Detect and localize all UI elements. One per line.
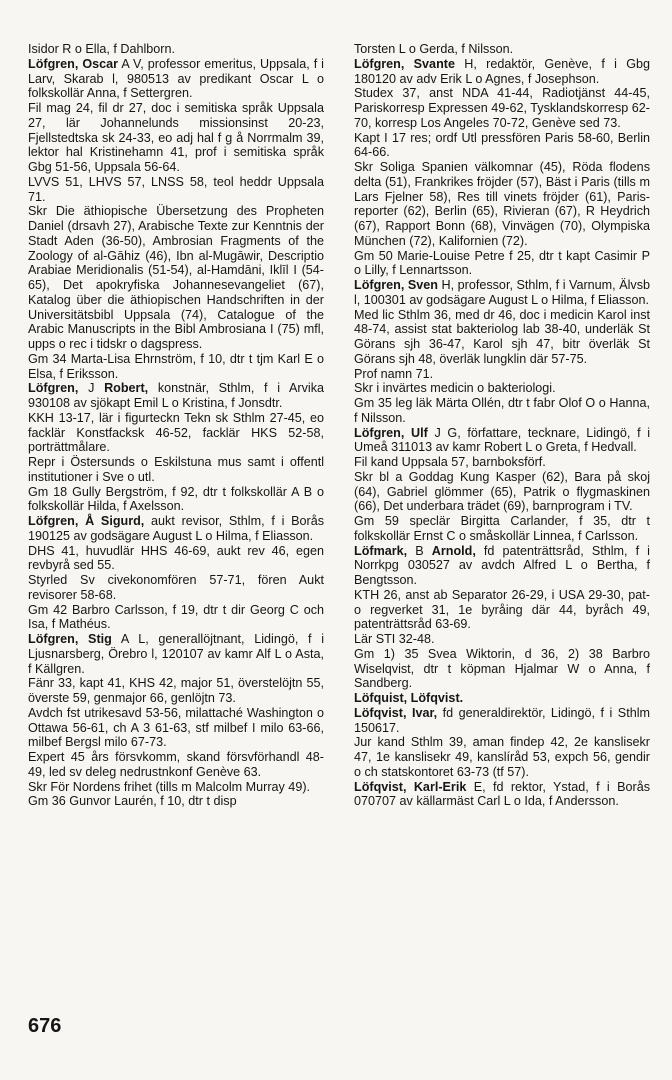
biography-entry-heading xyxy=(28,632,324,676)
biography-paragraph xyxy=(28,750,324,780)
entry-name: Löfgren, Svante xyxy=(354,56,455,71)
entry-text: Gm 1) 35 Svea Wiktorin, d 36, 2) 38 Barbro Wiselqvist, dtr t köpman Hjalmar W o Anna, f Sandberg. xyxy=(354,646,650,691)
entry-text: Styrled Sv civekonomfören 57-71, fören Aukt revisorer 58-68. xyxy=(28,573,324,602)
biography-paragraph xyxy=(28,101,324,175)
biography-paragraph xyxy=(354,588,650,632)
entry-text: aukt revisor, Sthlm, f i Borås 190125 av godsägare August L o Hilma, f Eliasson. xyxy=(28,514,324,543)
entry-text: Gm 59 speclär Birgitta Carlander, f 35, dtr t folkskollär Ernst C o småskollär Linnea, f Carlsson. xyxy=(354,514,650,543)
biography-paragraph xyxy=(28,204,324,352)
right-column xyxy=(354,42,650,809)
entry-text: Prof namn 71. xyxy=(354,366,434,381)
entry-text: fd generaldirektör, Lidingö, f i Sthlm 150617. xyxy=(354,705,650,735)
entry-text: Fil kand Uppsala 57, barnboksförf. xyxy=(354,455,546,469)
biography-paragraph xyxy=(354,249,650,279)
entry-text: Isidor R o Ella, f Dahlborn. xyxy=(28,42,175,56)
entry-text: Fänr 33, kapt 41, KHS 42, major 51, överstelöjtn 55, överste 59, genmajor 66, genlöjtn 73. xyxy=(28,676,324,705)
entry-text: Med lic Sthlm 36, med dr 46, doc i medicin Karol inst 48-74, assist stat bakteriolog lab 38-40, underläk St Görans sjh 36-47, Karol sjh 47, bitr överläk St Görans sjh 48, överläk lungklin där 57-75. xyxy=(354,307,650,366)
biography-paragraph xyxy=(354,381,650,396)
entry-name: Löfgren, Oscar xyxy=(28,56,119,71)
entry-name: Löfqvist, Ivar, xyxy=(354,705,438,720)
entry-given-name: Robert, xyxy=(104,381,149,396)
biography-paragraph xyxy=(354,160,650,249)
entry-text: Skr bl a Goddag Kung Kasper (62), Bara på skoj (64), Gabriel glömmer (65), Patrik o flygmaskinen (66), Det underbara trädet (69), barnprogram i TV. xyxy=(354,469,650,514)
entry-name: Löfmark, xyxy=(354,543,408,558)
entry-text: A L, generallöjtnant, Lidingö, f i Ljusnarsberg, Örebro l, 120107 av kamr Alf L o Asta, f Källgren. xyxy=(28,632,324,676)
entry-text: H, redaktör, Genève, f i Gbg 180120 av adv Erik L o Agnes, f Josephson. xyxy=(354,56,650,86)
entry-text: Gm 34 Marta-Lisa Ehrnström, f 10, dtr t tjm Karl E o Elsa, f Eriksson. xyxy=(28,351,324,381)
entry-text: Skr Soliga Spanien välkomnar (45), Röda flodens delta (51), Frankrikes fröjder (57), Bäst i Paris (tills m Lars Fjelner 58), Res till vinets fröjder (61), Paris-reporter (62), Berlin (65), Rivieran (67), R Heydrich (67), Rapport Bonn (68), Vinvägen (70), Olympiska München (72), Kalifornien (72). xyxy=(354,160,650,248)
biography-entry-heading xyxy=(28,57,324,101)
biography-entry-heading xyxy=(28,514,324,544)
biography-paragraph xyxy=(28,42,324,57)
entry-name: Löfquist, Löfqvist. xyxy=(354,691,464,705)
entry-text: LVVS 51, LHVS 57, LNSS 58, teol heddr Uppsala 71. xyxy=(28,174,324,204)
biography-paragraph xyxy=(28,780,324,795)
entry-text: KKH 13-17, lär i figurteckn Tekn sk Sthlm 27-45, eo facklär Konstfacksk 46-52, facklär HKS 52-58, porträttmålare. xyxy=(28,410,324,455)
entry-text: Avdch fst utrikesavd 53-56, milattaché Washington o Ottawa 56-61, ch A 3 61-63, stf milbef I milo 63-66, milbef Bergsl milo 67-73. xyxy=(28,705,324,750)
biography-paragraph xyxy=(354,647,650,691)
biography-paragraph xyxy=(354,86,650,130)
entry-text: Gm 50 Marie-Louise Petre f 25, dtr t kapt Casimir P o Lilly, f Lennartsson. xyxy=(354,248,650,278)
biography-entry-heading: Löfmark, B Arnold, fd patenträttsråd, Sthlm, f i Norrkpg 030527 av avdch Alfred L o Bertha, f Bengtsson. xyxy=(354,543,650,587)
entry-name: Löfqvist, Karl-Erik xyxy=(354,779,467,794)
left-column xyxy=(28,42,324,809)
biography-paragraph xyxy=(28,411,324,455)
entry-text: E, fd rektor, Ystad, f i Borås 070707 av källarmäst Carl L o Ida, f Andersson. xyxy=(354,779,651,809)
biography-paragraph xyxy=(28,706,324,750)
entry-text: DHS 41, huvudlär HHS 46-69, aukt rev 46, egen revbyrå sed 55. xyxy=(28,543,324,573)
biography-entry-heading xyxy=(354,691,650,706)
entry-text: Skr Die äthiopische Übersetzung des Propheten Daniel (drsavh 27), Arabische Texte zur Kenntnis der Stadt Aden (36-50), Ambrosian Fragments of the Zoology of al-Gāhiz (46), Ibn al-Mugāwir, Descriptio Arabiae Meridionalis (51-54), al-Hamdāni, Iklīl I (54-65), Det apokryfiska Johannesevangeliet (67), Katalog über die äthiopischen Handschriften in der Universitätsbibl Uppsala (74), Catalogue of the Arabic Manuscripts in the Bibl Ambrosiana I (75) mfl, upps o rec i tidskr o dagspress. xyxy=(28,204,324,351)
entry-text: KTH 26, anst ab Separator 26-29, i USA 29-30, pat- o regverket 31, 1e byråing där 44, byråch 49, patenträttsråd 63-69. xyxy=(354,587,650,632)
entry-text: Expert 45 års försvkomm, skand försvförhandl 48-49, led sv deleg nedrustnkonf Genève 63. xyxy=(28,750,324,779)
entry-text: Gm 42 Barbro Carlsson, f 19, dtr t dir Georg C och Isa, f Mathéus. xyxy=(28,602,324,632)
biography-paragraph xyxy=(28,603,324,633)
entry-text: Gm 36 Gunvor Laurén, f 10, dtr t disp xyxy=(28,794,237,809)
biography-paragraph xyxy=(28,175,324,205)
biography-paragraph xyxy=(354,455,650,470)
biography-paragraph xyxy=(28,573,324,603)
entry-text: Studex 37, anst NDA 41-44, Radiotjänst 44-45, Pariskorresp Expressen 49-62, Tysklandskorresp 62-70, korresp Los Angeles 70-72, Genève sed 73. xyxy=(354,86,650,130)
entry-name: Löfgren, Ulf xyxy=(354,425,428,440)
entry-text: Skr i invärtes medicin o bakteriologi. xyxy=(354,381,556,396)
entry-text: Jur kand Sthlm 39, aman findep 42, 2e kanslisekr 47, 1e kanslisekr 49, kanslíråd 53, expch 56, gendir o ch statskontoret 63-73 (tf 57). xyxy=(354,735,650,779)
entry-text: J G, författare, tecknare, Lidingö, f i Umeå 311013 av kamr Robert L o Greta, f Hedvall. xyxy=(354,425,651,455)
biography-entry-heading xyxy=(354,278,650,308)
biography-paragraph xyxy=(354,131,650,161)
entry-given-name: Arnold, xyxy=(431,543,476,558)
entry-text: Fil mag 24, fil dr 27, doc i semitiska språk Uppsala 27, lär Johannelunds missionsinst 20-23, Fjellstedtska sk 24-33, eo adj hal f g å Norrmalm 39, lektor hal Kristinehamn 41, prof i semitiska språk Gbg 51-56, Uppsala 56-64. xyxy=(28,101,324,174)
entry-name: Löfgren, xyxy=(28,381,79,396)
biography-paragraph xyxy=(28,455,324,485)
biography-paragraph xyxy=(28,676,324,706)
biography-paragraph xyxy=(354,632,650,647)
biography-paragraph xyxy=(354,42,650,57)
entry-name: Löfgren, Å Sigurd, xyxy=(28,514,145,528)
biography-paragraph xyxy=(354,367,650,382)
biography-entry-heading xyxy=(354,426,650,456)
entry-text: Gm 18 Gully Bergström, f 92, dtr t folkskollär A B o folkskollär Hilda, f Axelsson. xyxy=(28,484,324,514)
biography-paragraph xyxy=(28,352,324,382)
biography-paragraph xyxy=(354,396,650,426)
biography-entry-heading xyxy=(354,780,650,810)
biography-paragraph xyxy=(354,514,650,544)
entry-text: Kapt I 17 res; ordf Utl pressfören Paris 58-60, Berlin 64-66. xyxy=(354,130,650,160)
entry-text: H, professor, Sthlm, f i Varnum, Älvsb l, 100301 av godsägare August L o Hilma, f Eliasson. xyxy=(354,278,650,307)
entry-name: Löfgren, Stig xyxy=(28,632,112,646)
page-number: 676 xyxy=(28,1015,62,1037)
biography-entry-heading xyxy=(354,57,650,87)
biography-entry-heading xyxy=(354,706,650,736)
entry-text: Skr För Nordens frihet (tills m Malcolm Murray 49). xyxy=(28,779,311,794)
biography-paragraph xyxy=(354,308,650,367)
entry-text: A V, professor emeritus, Uppsala, f i Larv, Skarab l, 980513 av predikant Oscar L o folkskollär Anna, f Settergren. xyxy=(28,56,324,101)
entry-text: Lär STI 32-48. xyxy=(354,632,435,646)
biography-paragraph xyxy=(28,794,324,809)
entry-text: Gm 35 leg läk Märta Ollén, dtr t fabr Olof O o Hanna, f Nilsson. xyxy=(354,396,650,425)
biography-paragraph xyxy=(28,544,324,574)
biography-paragraph xyxy=(354,470,650,514)
biography-entry-heading: Löfgren, J Robert, konstnär, Sthlm, f i Arvika 930108 av sjökapt Emil L o Kristina, f Jonsdtr. xyxy=(28,381,324,410)
biography-paragraph xyxy=(354,735,650,779)
entry-name: Löfgren, Sven xyxy=(354,278,438,292)
entry-text: Repr i Östersunds o Eskilstuna mus samt i offentl institutioner i Sve o utl. xyxy=(28,455,324,484)
biography-paragraph xyxy=(28,485,324,515)
entry-text: Torsten L o Gerda, f Nilsson. xyxy=(354,42,514,56)
